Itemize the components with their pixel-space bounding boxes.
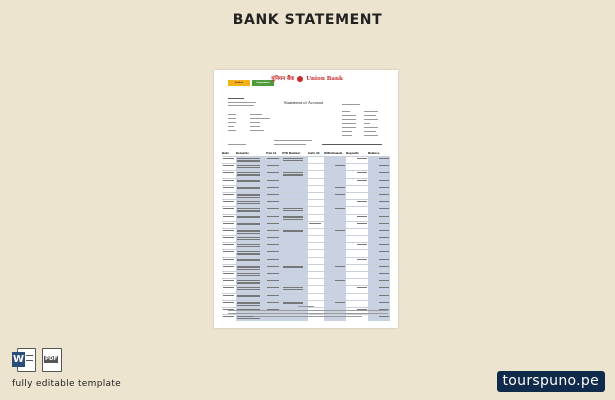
table-cell xyxy=(368,171,390,177)
table-cell xyxy=(282,186,308,192)
table-cell xyxy=(282,250,308,256)
table-cell xyxy=(368,164,390,170)
table-cell xyxy=(266,229,282,235)
table-cell xyxy=(346,157,368,163)
header-instr: Instr. ID xyxy=(308,152,320,155)
table-cell xyxy=(308,294,324,300)
table-cell xyxy=(266,279,282,285)
table-cell xyxy=(222,215,236,221)
table-cell xyxy=(368,279,390,285)
table-cell xyxy=(324,157,346,163)
table-cell xyxy=(282,164,308,170)
tag-corporation: Corporation xyxy=(252,80,274,86)
table-cell xyxy=(222,207,236,213)
table-row xyxy=(222,271,390,278)
union-bank-logo-icon xyxy=(297,76,303,82)
table-cell xyxy=(266,236,282,242)
table-cell xyxy=(236,243,266,249)
header-remarks: Remarks xyxy=(236,152,249,155)
table-cell xyxy=(368,301,390,307)
table-cell xyxy=(308,265,324,271)
table-cell xyxy=(346,286,368,292)
header-utr: UTR Number xyxy=(282,152,301,155)
table-row xyxy=(222,228,390,235)
table-cell xyxy=(346,258,368,264)
table-cell xyxy=(266,186,282,192)
table-cell xyxy=(222,171,236,177)
table-cell xyxy=(346,294,368,300)
table-cell xyxy=(308,215,324,221)
table-cell xyxy=(266,243,282,249)
statement-preview xyxy=(214,70,398,328)
table-cell xyxy=(346,301,368,307)
header-tran-id: Tran Id xyxy=(266,152,277,155)
table-cell xyxy=(324,286,346,292)
table-cell xyxy=(266,215,282,221)
table-cell xyxy=(324,193,346,199)
table-cell xyxy=(282,207,308,213)
table-row xyxy=(222,293,390,300)
table-cell xyxy=(222,157,236,163)
table-cell xyxy=(308,200,324,206)
table-cell xyxy=(324,279,346,285)
table-cell xyxy=(236,222,266,228)
bank-logo xyxy=(262,74,352,96)
table-cell xyxy=(368,272,390,278)
table-row xyxy=(222,249,390,256)
table-cell xyxy=(368,200,390,206)
table-cell xyxy=(346,186,368,192)
table-cell xyxy=(266,250,282,256)
table-cell xyxy=(282,243,308,249)
table-row xyxy=(222,285,390,292)
table-cell xyxy=(236,236,266,242)
table-cell xyxy=(236,286,266,292)
table-cell xyxy=(236,193,266,199)
table-cell xyxy=(324,243,346,249)
table-cell xyxy=(368,215,390,221)
table-cell xyxy=(236,229,266,235)
table-cell xyxy=(236,207,266,213)
table-cell xyxy=(236,250,266,256)
table-cell xyxy=(346,179,368,185)
table-cell xyxy=(282,222,308,228)
table-row xyxy=(222,199,390,206)
table-cell xyxy=(346,171,368,177)
table-cell xyxy=(308,157,324,163)
table-cell xyxy=(346,272,368,278)
table-cell xyxy=(346,215,368,221)
table-cell xyxy=(368,286,390,292)
table-cell xyxy=(236,272,266,278)
table-cell xyxy=(346,164,368,170)
table-cell xyxy=(324,250,346,256)
table-cell xyxy=(368,207,390,213)
table-row xyxy=(222,206,390,213)
table-cell xyxy=(324,236,346,242)
table-row xyxy=(222,178,390,185)
table-cell xyxy=(308,250,324,256)
table-cell xyxy=(368,250,390,256)
table-cell xyxy=(282,286,308,292)
table-cell xyxy=(324,222,346,228)
word-document-icon: W xyxy=(12,348,36,371)
table-cell xyxy=(324,164,346,170)
transactions-table xyxy=(222,152,390,321)
table-cell xyxy=(266,179,282,185)
table-cell xyxy=(308,286,324,292)
table-cell xyxy=(346,193,368,199)
table-cell xyxy=(324,179,346,185)
table-cell xyxy=(308,272,324,278)
table-cell xyxy=(324,171,346,177)
table-cell xyxy=(266,171,282,177)
table-cell xyxy=(266,272,282,278)
table-cell xyxy=(346,207,368,213)
table-cell xyxy=(368,179,390,185)
statement-heading: Statement of Account xyxy=(284,100,323,105)
table-cell xyxy=(222,315,236,321)
table-cell xyxy=(266,301,282,307)
table-cell xyxy=(222,164,236,170)
table-cell xyxy=(236,279,266,285)
table-row xyxy=(222,156,390,163)
table-cell xyxy=(346,222,368,228)
table-cell xyxy=(282,279,308,285)
table-cell xyxy=(222,193,236,199)
table-cell xyxy=(282,236,308,242)
table-cell xyxy=(368,236,390,242)
table-cell xyxy=(222,265,236,271)
table-cell xyxy=(222,179,236,185)
table-cell xyxy=(368,222,390,228)
table-row xyxy=(222,278,390,285)
table-cell xyxy=(368,186,390,192)
table-cell xyxy=(282,258,308,264)
table-cell xyxy=(282,265,308,271)
table-cell xyxy=(282,157,308,163)
table-cell xyxy=(236,186,266,192)
table-cell xyxy=(266,258,282,264)
table-cell xyxy=(266,207,282,213)
table-cell xyxy=(236,215,266,221)
table-cell xyxy=(236,265,266,271)
table-cell xyxy=(308,171,324,177)
tag-andhra: Andhra xyxy=(228,80,250,86)
table-cell xyxy=(236,258,266,264)
table-cell xyxy=(308,279,324,285)
table-cell xyxy=(266,164,282,170)
table-cell xyxy=(266,193,282,199)
table-row xyxy=(222,192,390,199)
table-cell xyxy=(324,215,346,221)
table-cell xyxy=(346,243,368,249)
table-cell xyxy=(324,301,346,307)
table-cell xyxy=(368,315,390,321)
table-cell xyxy=(222,186,236,192)
table-cell xyxy=(324,207,346,213)
table-cell xyxy=(368,157,390,163)
table-cell xyxy=(282,200,308,206)
header-withdrawals: Withdrawals xyxy=(324,152,343,155)
table-cell xyxy=(282,193,308,199)
table-cell xyxy=(324,200,346,206)
table-cell xyxy=(368,229,390,235)
table-cell xyxy=(236,294,266,300)
table-cell xyxy=(236,157,266,163)
table-cell xyxy=(266,286,282,292)
table-cell xyxy=(368,243,390,249)
table-cell xyxy=(308,222,324,228)
table-cell xyxy=(266,222,282,228)
table-cell xyxy=(222,286,236,292)
table-cell xyxy=(222,236,236,242)
table-row xyxy=(222,170,390,177)
table-cell xyxy=(282,179,308,185)
table-row xyxy=(222,221,390,228)
table-cell xyxy=(346,229,368,235)
table-row xyxy=(222,242,390,249)
table-cell xyxy=(324,186,346,192)
table-cell xyxy=(308,186,324,192)
bank-name-english: Union Bank xyxy=(306,76,343,82)
table-cell xyxy=(368,265,390,271)
table-cell xyxy=(368,193,390,199)
table-cell xyxy=(324,265,346,271)
header-date: Date xyxy=(222,152,229,155)
table-cell xyxy=(266,294,282,300)
table-cell xyxy=(222,301,236,307)
table-cell xyxy=(308,164,324,170)
editable-caption: fully editable template xyxy=(12,379,121,389)
table-row xyxy=(222,214,390,221)
table-header xyxy=(222,152,390,156)
table-row xyxy=(222,185,390,192)
table-cell xyxy=(236,301,266,307)
table-cell xyxy=(308,243,324,249)
table-cell xyxy=(222,250,236,256)
table-cell xyxy=(308,207,324,213)
table-cell xyxy=(222,258,236,264)
table-cell xyxy=(222,229,236,235)
table-cell xyxy=(282,215,308,221)
table-cell xyxy=(222,294,236,300)
table-cell xyxy=(266,265,282,271)
table-row xyxy=(222,235,390,242)
table-cell xyxy=(236,171,266,177)
table-cell xyxy=(308,179,324,185)
table-row xyxy=(222,257,390,264)
table-cell xyxy=(324,229,346,235)
table-cell xyxy=(222,222,236,228)
table-cell xyxy=(346,279,368,285)
table-row xyxy=(222,264,390,271)
format-icons xyxy=(12,348,63,371)
table-cell xyxy=(266,200,282,206)
table-cell xyxy=(222,243,236,249)
table-cell xyxy=(346,250,368,256)
table-cell xyxy=(222,279,236,285)
bank-name-hindi: यूनियन बैंक xyxy=(271,76,295,82)
table-cell xyxy=(368,258,390,264)
table-cell xyxy=(308,236,324,242)
watermark-badge: tourspuno.pe xyxy=(497,371,605,392)
table-cell xyxy=(346,265,368,271)
table-cell xyxy=(236,164,266,170)
pdf-document-icon: PDF xyxy=(42,348,63,371)
table-cell xyxy=(236,179,266,185)
table-row xyxy=(222,163,390,170)
header-balance: Balance xyxy=(368,152,380,155)
table-cell xyxy=(308,193,324,199)
table-cell xyxy=(282,171,308,177)
table-cell xyxy=(282,272,308,278)
table-cell xyxy=(308,258,324,264)
table-cell xyxy=(222,272,236,278)
table-cell xyxy=(346,236,368,242)
table-cell xyxy=(368,294,390,300)
table-cell xyxy=(282,229,308,235)
table-cell xyxy=(324,272,346,278)
table-cell xyxy=(324,258,346,264)
table-cell xyxy=(324,294,346,300)
table-cell xyxy=(222,200,236,206)
table-cell xyxy=(266,157,282,163)
page-title: BANK STATEMENT xyxy=(232,12,383,28)
header-deposits: Deposits xyxy=(346,152,359,155)
table-cell xyxy=(308,229,324,235)
table-cell xyxy=(282,294,308,300)
table-cell xyxy=(236,200,266,206)
table-cell xyxy=(346,200,368,206)
